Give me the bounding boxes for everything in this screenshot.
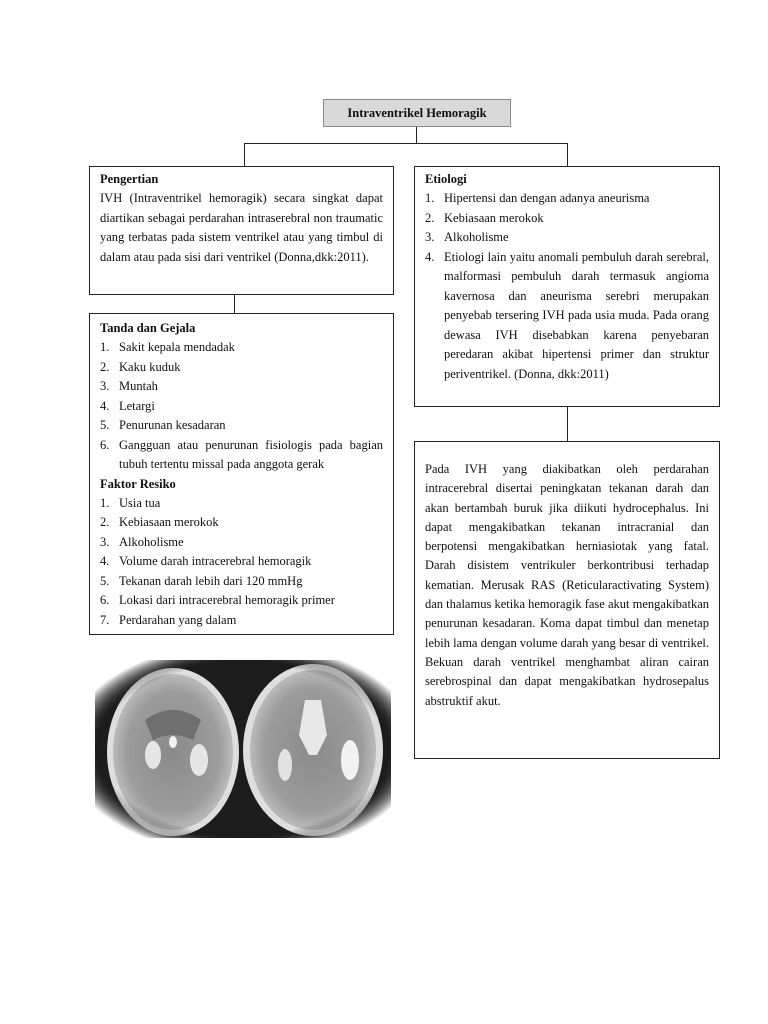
connector-title-down	[416, 127, 417, 144]
connector-left-down	[244, 143, 245, 166]
faktor-list	[100, 494, 383, 631]
list-item: 3. Alkoholisme	[100, 534, 184, 549]
list-item: 2. Kaku kuduk	[100, 359, 181, 374]
list-item: 1. Sakit kepala mendadak	[100, 340, 235, 354]
list-item: 2. Kebiasaan merokok	[425, 210, 544, 225]
list-item: 7. Perdarahan yang dalam	[100, 612, 237, 627]
list-item: 1. Usia tua	[100, 495, 161, 510]
list-item: 1. Hipertensi dan dengan adanya aneurisma	[425, 191, 650, 205]
list-item: 5. Penurunan kesadaran	[100, 418, 226, 432]
ct-scan-image	[95, 660, 391, 838]
list-item: 4. Letargi	[100, 398, 155, 413]
etiologi-box	[414, 166, 720, 407]
pengertian-heading: Pengertian	[100, 172, 159, 186]
tanda-list	[100, 338, 383, 475]
ct-scan-illustration	[95, 660, 391, 838]
tanda-heading: Tanda dan Gejala	[100, 321, 196, 335]
list-item: 6. Lokasi dari intracerebral hemoragik primer	[100, 593, 335, 607]
list-item: 3. Muntah	[100, 379, 158, 393]
connector-horizontal	[244, 143, 568, 144]
list-item: 6. Gangguan atau penurunan fisiologis pada bagian tubuh tertentu missal pada anggota gerak	[100, 437, 383, 471]
ivh-paragraph: Pada IVH yang diakibatkan oleh perdarahan intracerebral disertai peningkatan tekanan darah dan akan bertambah buruk jika diikuti hydrocephalus. Ini dapat mengakibatkan tekanan intracranial dan berpotensi mengakibatkan herniasiotak yang fatal. Darah disistem ventrikuler berkontribusi terhadap kematian. Merusak RAS (Reticularactivating System) dan thalamus ketika hemoragik fase akut mengakibatkan penurunan kesadaran. Koma dapat timbul dan menetap lebih lama dengan volume darah yang besar di ventrikel. Bekuan darah ventrikel menghambat aliran cairan serebrospinal dan dapat mengakibatkan hydrosepalus abstruktif akut.	[425, 462, 709, 708]
etiologi-list	[425, 189, 709, 384]
list-item: 2. Kebiasaan merokok	[100, 515, 219, 529]
list-item: 4. Etiologi lain yaitu anomali pembuluh darah serebral, malformasi pembuluh darah termasuk angioma kavernosa dan aneurisma serebri merupakan penyebab tersering IVH pada usia muda. Pada orang dewasa IVH disebabkan karena penyebaran peredaran akibat hipertensi primer dan struktur periventrikel. (Donna, dkk:2011)	[425, 249, 709, 381]
ivh-explanation-box	[414, 441, 720, 759]
list-item: 3. Alkoholisme	[425, 230, 509, 244]
connector-right-down	[567, 143, 568, 166]
list-item: 4. Volume darah intracerebral hemoragik	[100, 554, 312, 568]
faktor-heading: Faktor Resiko	[100, 476, 176, 491]
list-item: 5. Tekanan darah lebih dari 120 mmHg	[100, 573, 303, 588]
etiologi-heading: Etiologi	[425, 172, 467, 186]
pengertian-box	[89, 166, 394, 295]
pengertian-text: IVH (Intraventrikel hemoragik) secara singkat dapat diartikan sebagai perdarahan intraserebral non traumatic yang terbatas pada sistem ventrikel atau yang timbul di dalam atau pada sisi dari ventrikel (Donna,dkk:2011).	[100, 191, 383, 264]
connector-etiologi-ivh	[567, 407, 568, 441]
connector-pengertian-tanda	[234, 295, 235, 313]
diagram-title: Intraventrikel Hemoragik	[323, 99, 511, 127]
tanda-faktor-box	[89, 313, 394, 635]
